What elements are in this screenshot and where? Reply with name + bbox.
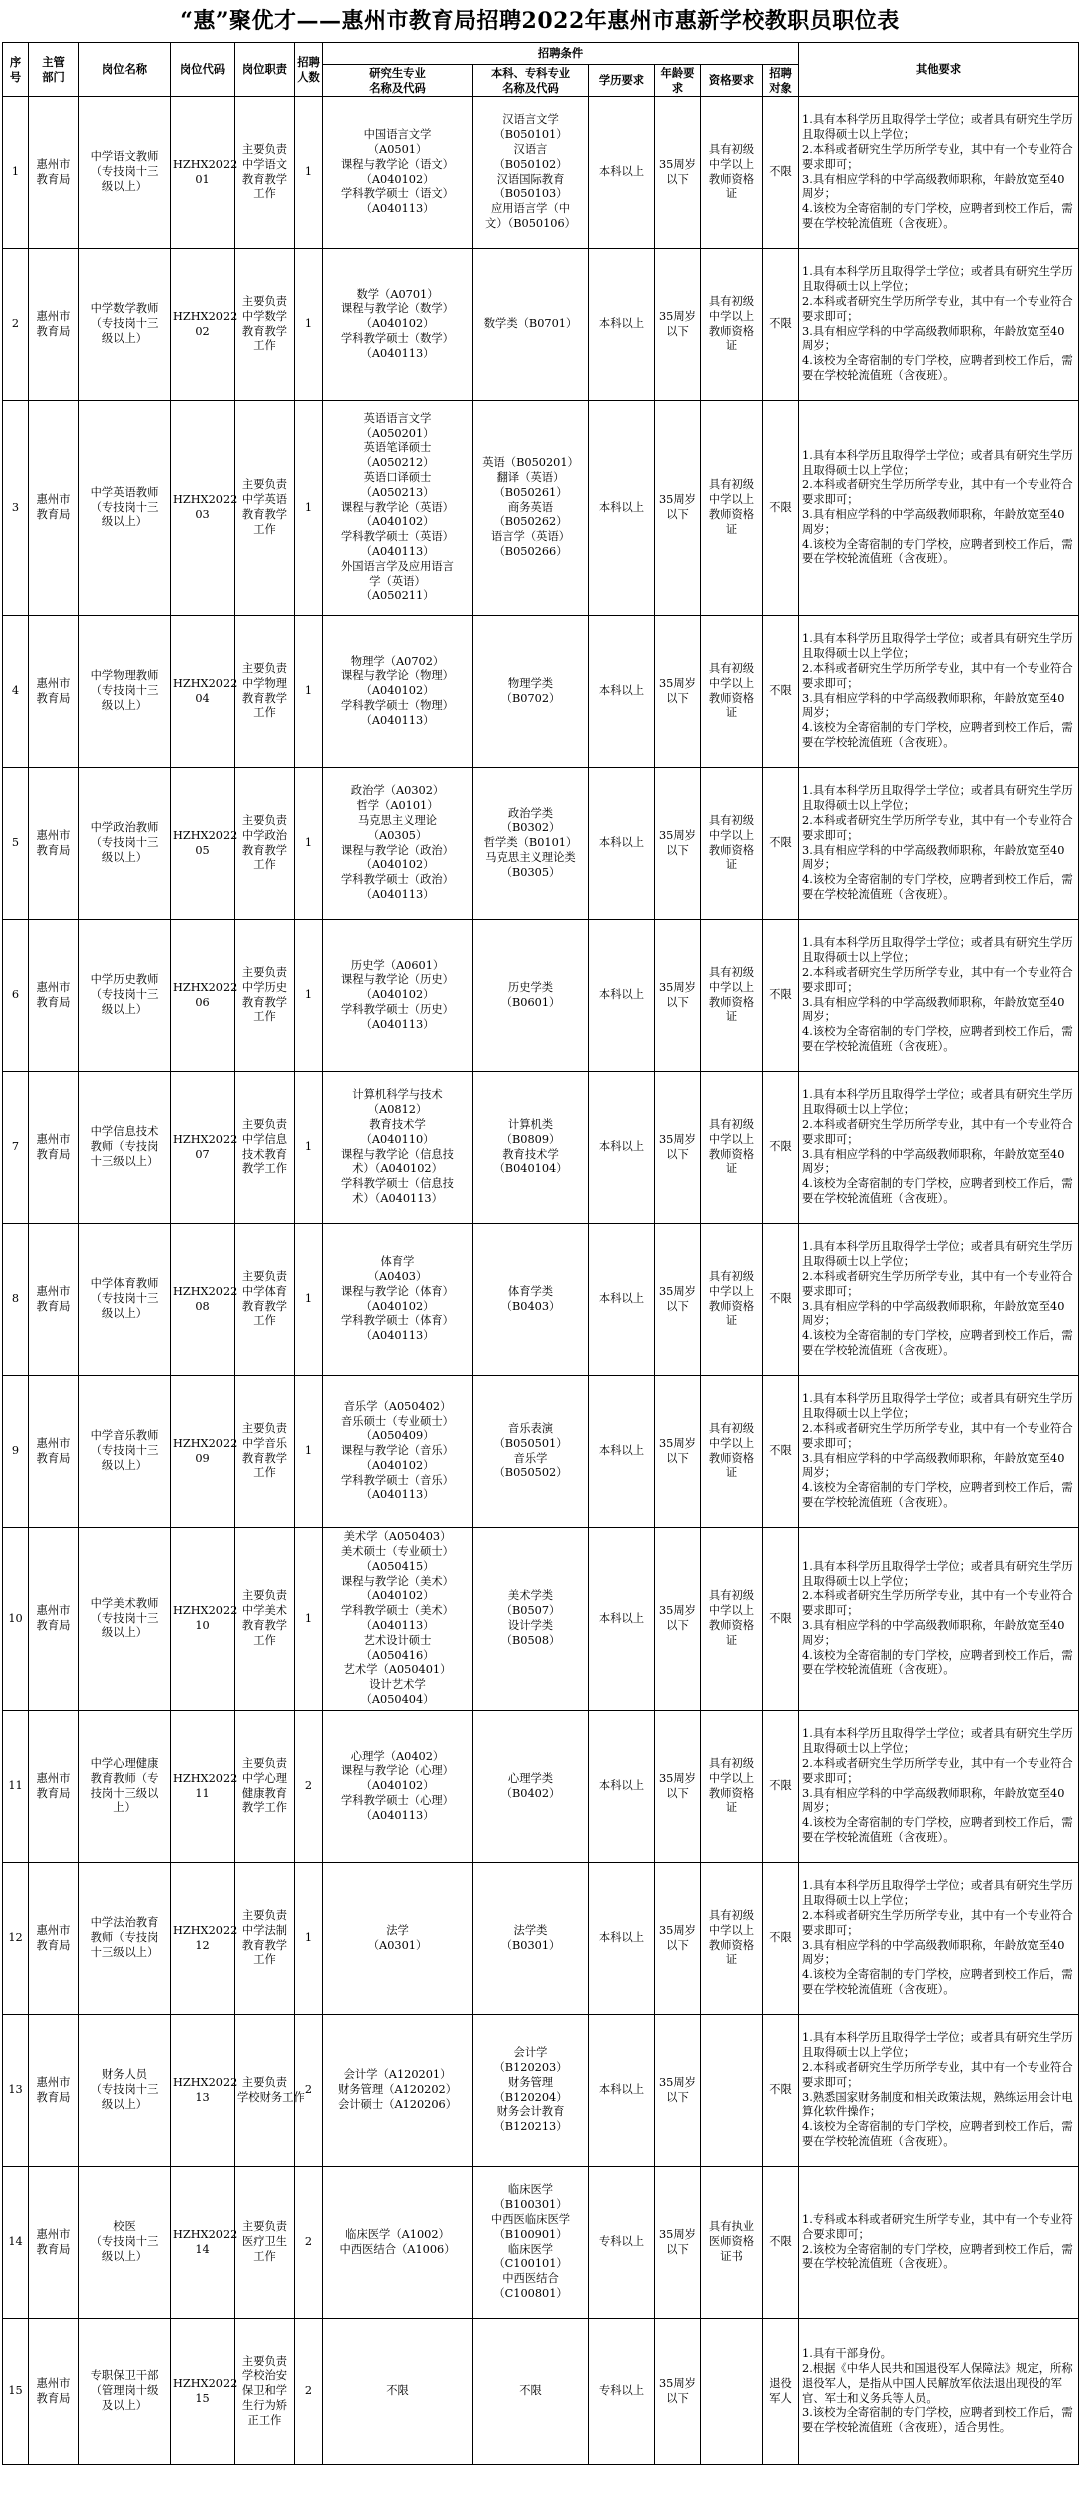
table-row [3,249,1079,401]
page-title: “惠”聚优才——惠州市教育局招聘2022年惠州市惠新学校教职员职位表 [180,8,900,34]
row-grad-major: 不限 [323,2319,473,2465]
row-grad-major: 体育学 （A0403） 课程与教学论（体育） （A040102） 学科教学硕士（体育） （A040113） [323,1224,473,1376]
row-position: 中学音乐教师 （专技岗十三 级以上） [79,1376,171,1528]
row-dept: 惠州市 教育局 [29,920,79,1072]
row-index: 10 [3,1528,29,1711]
row-dept: 惠州市 教育局 [29,401,79,616]
row-age: 35周岁 以下 [655,1376,701,1528]
row-dept: 惠州市 教育局 [29,97,79,249]
row-count: 2 [295,1711,323,1863]
row-other: 1.具有本科学历且取得学士学位；或者具有研究生学历且取得硕士以上学位； 2.本科或者研究生学历所学专业，其中有一个专业符合要求即可； 3.具有相应学科的中学高级教师职称，年龄放宽至40周岁； 4.该校为全寄宿制的专门学校，应聘者到校工作后，需要在学校轮流值班（含夜班）。 [799,1711,1079,1863]
row-other: 1.具有本科学历且取得学士学位；或者具有研究生学历且取得硕士以上学位； 2.本科或者研究生学历所学专业，其中有一个专业符合要求即可； 3.具有相应学科的中学高级教师职称，年龄放宽至40周岁； 4.该校为全寄宿制的专门学校，应聘者到校工作后，需要在学校轮流值班（含夜班）。 [799,97,1079,249]
row-index: 6 [3,920,29,1072]
row-duty: 主要负责 中学音乐 教育教学 工作 [235,1376,295,1528]
row-ug-major: 数学类（B0701） [473,249,589,401]
row-grad-major: 历史学（A0601） 课程与教学论（历史） （A040102） 学科教学硕士（历史） （A040113） [323,920,473,1072]
row-code: HZHX2022 07 [171,1072,235,1224]
row-target: 不限 [763,1072,799,1224]
row-qualification: 具有初级 中学以上 教师资格 证 [701,920,763,1072]
row-age: 35周岁 以下 [655,920,701,1072]
row-qualification: 具有执业 医师资格 证书 [701,2167,763,2319]
row-count: 2 [295,2015,323,2167]
row-age: 35周岁 以下 [655,2015,701,2167]
header-qualification: 资格要求 [701,65,763,97]
row-target: 不限 [763,768,799,920]
row-other: 1.具有本科学历且取得学士学位；或者具有研究生学历且取得硕士以上学位； 2.本科或者研究生学历所学专业，其中有一个专业符合要求即可； 3.具有相应学科的中学高级教师职称，年龄放宽至40周岁； 4.该校为全寄宿制的专门学校，应聘者到校工作后，需要在学校轮流值班（含夜班）。 [799,1863,1079,2015]
row-qualification: 具有初级 中学以上 教师资格 证 [701,97,763,249]
row-count: 1 [295,616,323,768]
row-ug-major: 音乐表演 （B050501） 音乐学 （B050502） [473,1376,589,1528]
row-age: 35周岁 以下 [655,616,701,768]
row-dept: 惠州市 教育局 [29,1376,79,1528]
row-duty: 主要负责 中学体育 教育教学 工作 [235,1224,295,1376]
row-count: 1 [295,1528,323,1711]
table-row [3,2015,1079,2167]
row-index: 3 [3,401,29,616]
header-dept: 主管 部门 [29,43,79,97]
table-row [3,1224,1079,1376]
row-index: 12 [3,1863,29,2015]
row-target: 不限 [763,920,799,1072]
header-code: 岗位代码 [171,43,235,97]
row-ug-major: 物理学类 （B0702） [473,616,589,768]
row-dept: 惠州市 教育局 [29,1072,79,1224]
row-duty: 主要负责 中学美术 教育教学 工作 [235,1528,295,1711]
row-code: HZHX2022 08 [171,1224,235,1376]
row-index: 11 [3,1711,29,1863]
row-dept: 惠州市 教育局 [29,2167,79,2319]
row-code: HZHX2022 12 [171,1863,235,2015]
row-age: 35周岁 以下 [655,401,701,616]
row-target: 不限 [763,1863,799,2015]
row-target: 不限 [763,1376,799,1528]
row-count: 2 [295,2167,323,2319]
row-code: HZHX2022 11 [171,1711,235,1863]
header-education: 学历要求 [589,65,655,97]
row-dept: 惠州市 教育局 [29,249,79,401]
row-dept: 惠州市 教育局 [29,768,79,920]
row-target: 不限 [763,1711,799,1863]
row-index: 7 [3,1072,29,1224]
row-duty: 主要负责 中学政治 教育教学 工作 [235,768,295,920]
header-other: 其他要求 [799,43,1079,97]
row-education: 专科以上 [589,2319,655,2465]
header-index: 序号 [3,43,29,97]
row-code: HZHX2022 15 [171,2319,235,2465]
row-code: HZHX2022 14 [171,2167,235,2319]
row-duty: 主要负责 中学英语 教育教学 工作 [235,401,295,616]
row-position: 中学数学教师 （专技岗十三 级以上） [79,249,171,401]
positions-table [2,42,1079,2465]
row-position: 中学语文教师 （专技岗十三 级以上） [79,97,171,249]
row-other: 1.具有本科学历且取得学士学位；或者具有研究生学历且取得硕士以上学位； 2.本科或者研究生学历所学专业，其中有一个专业符合要求即可； 3.具有相应学科的中学高级教师职称，年龄放宽至40周岁； 4.该校为全寄宿制的专门学校，应聘者到校工作后，需要在学校轮流值班（含夜班）。 [799,768,1079,920]
row-dept: 惠州市 教育局 [29,616,79,768]
row-dept: 惠州市 教育局 [29,2319,79,2465]
row-count: 1 [295,1224,323,1376]
row-age: 35周岁 以下 [655,1711,701,1863]
row-position: 中学体育教师 （专技岗十三 级以上） [79,1224,171,1376]
row-age: 35周岁 以下 [655,2167,701,2319]
row-other: 1.专科或本科或者研究生所学专业，其中有一个专业符合要求即可； 2.该校为全寄宿制的专门学校，应聘者到校工作后，需要在学校轮流值班（含夜班）。 [799,2167,1079,2319]
row-grad-major: 中国语言文学 （A0501） 课程与教学论（语文） （A040102） 学科教学硕士（语文） （A040113） [323,97,473,249]
row-age: 35周岁 以下 [655,1863,701,2015]
row-target: 不限 [763,1224,799,1376]
row-code: HZHX2022 05 [171,768,235,920]
table-row [3,1528,1079,1711]
row-code: HZHX2022 10 [171,1528,235,1711]
header-ug-major: 本科、专科专业 名称及代码 [473,65,589,97]
row-index: 15 [3,2319,29,2465]
row-other: 1.具有本科学历且取得学士学位；或者具有研究生学历且取得硕士以上学位； 2.本科或者研究生学历所学专业，其中有一个专业符合要求即可； 3.具有相应学科的中学高级教师职称，年龄放宽至40周岁； 4.该校为全寄宿制的专门学校，应聘者到校工作后，需要在学校轮流值班（含夜班）。 [799,1376,1079,1528]
row-grad-major: 政治学（A0302） 哲学（A0101） 马克思主义理论 （A0305） 课程与教学论（政治） （A040102） 学科教学硕士（政治） （A040113） [323,768,473,920]
row-qualification: 具有初级 中学以上 教师资格 证 [701,1863,763,2015]
row-dept: 惠州市 教育局 [29,1528,79,1711]
row-ug-major: 法学类 （B0301） [473,1863,589,2015]
row-position: 中学英语教师 （专技岗十三 级以上） [79,401,171,616]
row-count: 2 [295,2319,323,2465]
row-target: 不限 [763,2167,799,2319]
row-count: 1 [295,1863,323,2015]
row-education: 本科以上 [589,1376,655,1528]
row-other: 1.具有本科学历且取得学士学位；或者具有研究生学历且取得硕士以上学位； 2.本科或者研究生学历所学专业，其中有一个专业符合要求即可； 3.具有相应学科的中学高级教师职称，年龄放宽至40周岁； 4.该校为全寄宿制的专门学校，应聘者到校工作后，需要在学校轮流值班（含夜班）。 [799,249,1079,401]
row-ug-major: 政治学类 （B0302） 哲学类（B0101） 马克思主义理论类 （B0305） [473,768,589,920]
row-count: 1 [295,768,323,920]
row-duty: 主要负责 医疗卫生 工作 [235,2167,295,2319]
row-age: 35周岁 以下 [655,1072,701,1224]
row-grad-major: 法学 （A0301） [323,1863,473,2015]
row-target: 不限 [763,401,799,616]
row-education: 本科以上 [589,2015,655,2167]
header-age: 年龄要 求 [655,65,701,97]
row-count: 1 [295,1072,323,1224]
row-duty: 主要负责 学校治安 保卫和学 生行为矫 正工作 [235,2319,295,2465]
row-ug-major: 心理学类 （B0402） [473,1711,589,1863]
row-education: 本科以上 [589,920,655,1072]
row-grad-major: 心理学（A0402） 课程与教学论（心理） （A040102） 学科教学硕士（心理） （A040113） [323,1711,473,1863]
row-code: HZHX2022 02 [171,249,235,401]
table-row [3,616,1079,768]
row-position: 中学物理教师 （专技岗十三 级以上） [79,616,171,768]
row-count: 1 [295,1376,323,1528]
row-dept: 惠州市 教育局 [29,1711,79,1863]
row-grad-major: 英语语言文学 （A050201） 英语笔译硕士 （A050212） 英语口译硕士 （A050213） 课程与教学论（英语） （A040102） 学科教学硕士（英语） （A040113） 外国语言学及应用语言 学（英语） （A050211） [323,401,473,616]
row-age: 35周岁 以下 [655,1224,701,1376]
row-target: 退役 军人 [763,2319,799,2465]
row-qualification: 具有初级 中学以上 教师资格 证 [701,1224,763,1376]
row-qualification [701,2319,763,2465]
row-education: 本科以上 [589,249,655,401]
row-position: 财务人员 （专技岗十三 级以上） [79,2015,171,2167]
row-qualification: 具有初级 中学以上 教师资格 证 [701,1711,763,1863]
row-age: 35周岁 以下 [655,1528,701,1711]
row-duty: 主要负责 中学历史 教育教学 工作 [235,920,295,1072]
row-grad-major: 会计学（A120201） 财务管理（A120202） 会计硕士（A120206） [323,2015,473,2167]
row-ug-major: 计算机类 （B0809） 教育技术学 （B040104） [473,1072,589,1224]
row-grad-major: 计算机科学与技术 （A0812） 教育技术学 （A040110） 课程与教学论（信息技 术）（A040102） 学科教学硕士（信息技 术）（A040113） [323,1072,473,1224]
row-index: 8 [3,1224,29,1376]
row-position: 专职保卫干部 （管理岗十级 及以上） [79,2319,171,2465]
row-qualification [701,2015,763,2167]
row-code: HZHX2022 03 [171,401,235,616]
header-duty: 岗位职责 [235,43,295,97]
row-other: 1.具有本科学历且取得学士学位；或者具有研究生学历且取得硕士以上学位； 2.本科或者研究生学历所学专业，其中有一个专业符合要求即可； 3.具有相应学科的中学高级教师职称，年龄放宽至40周岁； 4.该校为全寄宿制的专门学校，应聘者到校工作后，需要在学校轮流值班（含夜班）。 [799,1072,1079,1224]
row-grad-major: 物理学（A0702） 课程与教学论（物理） （A040102） 学科教学硕士（物理） （A040113） [323,616,473,768]
row-index: 2 [3,249,29,401]
row-duty: 主要负责 中学数学 教育教学 工作 [235,249,295,401]
row-count: 1 [295,920,323,1072]
row-position: 中学信息技术 教师（专技岗 十三级以上） [79,1072,171,1224]
row-age: 35周岁 以下 [655,97,701,249]
row-other: 1.具有本科学历且取得学士学位；或者具有研究生学历且取得硕士以上学位； 2.本科或者研究生学历所学专业，其中有一个专业符合要求即可； 3.具有相应学科的中学高级教师职称，年龄放宽至40周岁； 4.该校为全寄宿制的专门学校，应聘者到校工作后，需要在学校轮流值班（含夜班）。 [799,1528,1079,1711]
table-row [3,920,1079,1072]
row-duty: 主要负责 中学物理 教育教学 工作 [235,616,295,768]
row-count: 1 [295,97,323,249]
row-index: 5 [3,768,29,920]
table-row [3,1376,1079,1528]
row-ug-major: 汉语言文学 （B050101） 汉语言 （B050102） 汉语国际教育 （B050103） 应用语言学（中 文）（B050106） [473,97,589,249]
row-ug-major: 美术学类 （B0507） 设计学类 （B0508） [473,1528,589,1711]
row-duty: 主要负责 学校财务工作 [235,2015,295,2167]
row-education: 本科以上 [589,1528,655,1711]
header-target: 招聘 对象 [763,65,799,97]
row-position: 中学历史教师 （专技岗十三 级以上） [79,920,171,1072]
table-row [3,1072,1079,1224]
row-index: 9 [3,1376,29,1528]
row-position: 校医 （专技岗十三 级以上） [79,2167,171,2319]
row-count: 1 [295,401,323,616]
row-dept: 惠州市 教育局 [29,1863,79,2015]
row-other: 1.具有本科学历且取得学士学位；或者具有研究生学历且取得硕士以上学位； 2.本科或者研究生学历所学专业，其中有一个专业符合要求即可； 3.具有相应学科的中学高级教师职称，年龄放宽至40周岁； 4.该校为全寄宿制的专门学校，应聘者到校工作后，需要在学校轮流值班（含夜班）。 [799,1224,1079,1376]
row-ug-major: 英语（B050201） 翻译（英语） （B050261） 商务英语 （B050262） 语言学（英语） （B050266） [473,401,589,616]
row-qualification: 具有初级 中学以上 教师资格 证 [701,768,763,920]
header-count: 招聘 人数 [295,43,323,97]
row-education: 本科以上 [589,1711,655,1863]
row-index: 14 [3,2167,29,2319]
row-education: 专科以上 [589,2167,655,2319]
row-target: 不限 [763,97,799,249]
row-ug-major: 不限 [473,2319,589,2465]
table-row [3,401,1079,616]
table-row [3,97,1079,249]
row-education: 本科以上 [589,1072,655,1224]
row-code: HZHX2022 09 [171,1376,235,1528]
row-other: 1.具有本科学历且取得学士学位；或者具有研究生学历且取得硕士以上学位； 2.本科或者研究生学历所学专业，其中有一个专业符合要求即可； 3.具有相应学科的中学高级教师职称，年龄放宽至40周岁； 4.该校为全寄宿制的专门学校，应聘者到校工作后，需要在学校轮流值班（含夜班）。 [799,616,1079,768]
row-other: 1.具有本科学历且取得学士学位；或者具有研究生学历且取得硕士以上学位； 2.本科或者研究生学历所学专业，其中有一个专业符合要求即可； 3.熟悉国家财务制度和相关政策法规，熟练运用会计电算化软件操作； 4.该校为全寄宿制的专门学校，应聘者到校工作后，需要在学校轮流值班（含夜班）。 [799,2015,1079,2167]
row-qualification: 具有初级 中学以上 教师资格 证 [701,249,763,401]
row-dept: 惠州市 教育局 [29,1224,79,1376]
row-code: HZHX2022 13 [171,2015,235,2167]
row-target: 不限 [763,1528,799,1711]
row-age: 35周岁 以下 [655,2319,701,2465]
row-duty: 主要负责 中学法制 教育教学 工作 [235,1863,295,2015]
table-row [3,2167,1079,2319]
table-row [3,2319,1079,2465]
row-index: 1 [3,97,29,249]
table-row [3,768,1079,920]
row-ug-major: 临床医学 （B100301） 中西医临床医学 （B100901） 临床医学 （C100101） 中西医结合 （C100801） [473,2167,589,2319]
row-duty: 主要负责 中学心理 健康教育 教学工作 [235,1711,295,1863]
row-target: 不限 [763,249,799,401]
table-row [3,1863,1079,2015]
row-grad-major: 音乐学（A050402） 音乐硕士（专业硕士） （A050409） 课程与教学论（音乐） （A040102） 学科教学硕士（音乐） （A040113） [323,1376,473,1528]
row-code: HZHX2022 06 [171,920,235,1072]
row-ug-major: 会计学 （B120203） 财务管理 （B120204） 财务会计教育 （B120213） [473,2015,589,2167]
row-age: 35周岁 以下 [655,249,701,401]
row-target: 不限 [763,2015,799,2167]
row-index: 13 [3,2015,29,2167]
row-qualification: 具有初级 中学以上 教师资格 证 [701,1376,763,1528]
header-conditions: 招聘条件 [323,43,799,65]
row-ug-major: 体育学类 （B0403） [473,1224,589,1376]
row-education: 本科以上 [589,401,655,616]
row-position: 中学政治教师 （专技岗十三 级以上） [79,768,171,920]
header-position: 岗位名称 [79,43,171,97]
row-education: 本科以上 [589,616,655,768]
row-other: 1.具有干部身份。 2.根据《中华人民共和国退役军人保障法》规定，所称退役军人，是指从中国人民解放军依法退出现役的军官、军士和义务兵等人员。 3.该校为全寄宿制的专门学校，应聘者到校工作后，需要在学校轮流值班（含夜班），适合男性。 [799,2319,1079,2465]
row-ug-major: 历史学类 （B0601） [473,920,589,1072]
row-position: 中学心理健康 教育教师（专 技岗十三级以 上） [79,1711,171,1863]
row-code: HZHX2022 01 [171,97,235,249]
row-qualification: 具有初级 中学以上 教师资格 证 [701,401,763,616]
row-qualification: 具有初级 中学以上 教师资格 证 [701,616,763,768]
row-position: 中学美术教师 （专技岗十三 级以上） [79,1528,171,1711]
row-qualification: 具有初级 中学以上 教师资格 证 [701,1072,763,1224]
row-education: 本科以上 [589,1224,655,1376]
row-education: 本科以上 [589,768,655,920]
table-row [3,1711,1079,1863]
header-grad-major: 研究生专业 名称及代码 [323,65,473,97]
row-grad-major: 临床医学（A1002） 中西医结合（A1006） [323,2167,473,2319]
row-education: 本科以上 [589,97,655,249]
row-duty: 主要负责 中学信息 技术教育 教学工作 [235,1072,295,1224]
row-age: 35周岁 以下 [655,768,701,920]
row-count: 1 [295,249,323,401]
row-code: HZHX2022 04 [171,616,235,768]
row-target: 不限 [763,616,799,768]
row-position: 中学法治教育 教师（专技岗 十三级以上） [79,1863,171,2015]
row-grad-major: 数学（A0701） 课程与教学论（数学） （A040102） 学科教学硕士（数学） （A040113） [323,249,473,401]
row-other: 1.具有本科学历且取得学士学位；或者具有研究生学历且取得硕士以上学位； 2.本科或者研究生学历所学专业，其中有一个专业符合要求即可； 3.具有相应学科的中学高级教师职称，年龄放宽至40周岁； 4.该校为全寄宿制的专门学校，应聘者到校工作后，需要在学校轮流值班（含夜班）。 [799,401,1079,616]
row-education: 本科以上 [589,1863,655,2015]
row-index: 4 [3,616,29,768]
row-grad-major: 美术学（A050403） 美术硕士（专业硕士） （A050415） 课程与教学论（美术） （A040102） 学科教学硕士（美术） （A040113） 艺术设计硕士 （A050416） 艺术学（A050401） 设计艺术学 （A050404） [323,1528,473,1711]
row-other: 1.具有本科学历且取得学士学位；或者具有研究生学历且取得硕士以上学位； 2.本科或者研究生学历所学专业，其中有一个专业符合要求即可； 3.具有相应学科的中学高级教师职称，年龄放宽至40周岁； 4.该校为全寄宿制的专门学校，应聘者到校工作后，需要在学校轮流值班（含夜班）。 [799,920,1079,1072]
row-dept: 惠州市 教育局 [29,2015,79,2167]
row-duty: 主要负责 中学语文 教育教学 工作 [235,97,295,249]
row-qualification: 具有初级 中学以上 教师资格 证 [701,1528,763,1711]
